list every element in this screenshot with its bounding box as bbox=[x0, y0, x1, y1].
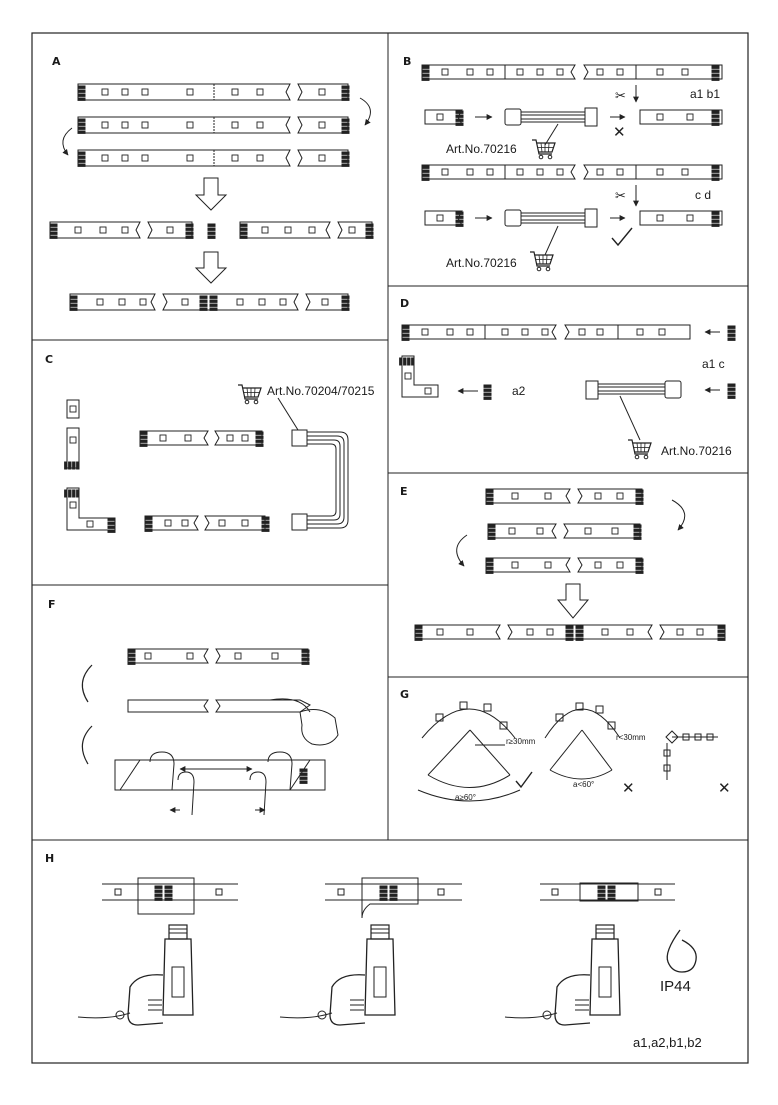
panel-f-drawing bbox=[82, 649, 338, 815]
panel-h-drawing bbox=[78, 878, 696, 1025]
panel-e-label: E bbox=[400, 485, 408, 498]
b-ref-a1b1: a1 b1 bbox=[690, 87, 721, 101]
h-refs: a1,a2,b1,b2 bbox=[633, 1035, 702, 1050]
panel-c-label: C bbox=[45, 353, 54, 366]
b-art-no-top: Art.No.70216 bbox=[446, 142, 517, 156]
d-art-no: Art.No.70216 bbox=[661, 444, 732, 458]
panel-d-drawing bbox=[400, 325, 735, 459]
svg-text:✕: ✕ bbox=[613, 123, 626, 141]
svg-text:✂: ✂ bbox=[615, 189, 626, 204]
panel-b-drawing bbox=[422, 65, 722, 271]
d-ref-a1c: a1 c bbox=[702, 357, 725, 371]
d-ref-a2: a2 bbox=[512, 384, 526, 398]
h-ip-rating: IP44 bbox=[660, 978, 691, 995]
g-radius-bad: r<30mm bbox=[616, 733, 646, 742]
panel-c-drawing bbox=[65, 385, 348, 532]
panel-a-label: A bbox=[52, 55, 61, 68]
panel-e-drawing bbox=[415, 489, 725, 640]
panel-b-label: B bbox=[403, 55, 412, 68]
panel-d-label: D bbox=[400, 297, 410, 310]
panel-a-drawing bbox=[50, 84, 373, 310]
c-art-no: Art.No.70204/70215 bbox=[267, 384, 375, 398]
g-angle-ok: a≥60° bbox=[455, 793, 476, 802]
svg-text:✕: ✕ bbox=[718, 779, 731, 797]
g-angle-bad: a<60° bbox=[573, 780, 595, 789]
panel-h-label: H bbox=[45, 852, 55, 865]
panel-g-label: G bbox=[400, 688, 410, 701]
panel-f-label: F bbox=[48, 598, 56, 611]
svg-text:✂: ✂ bbox=[615, 89, 626, 104]
b-art-no-bottom: Art.No.70216 bbox=[446, 256, 517, 270]
b-ref-cd: c d bbox=[695, 188, 712, 202]
svg-text:✕: ✕ bbox=[622, 779, 635, 797]
g-radius-ok: r≥30mm bbox=[506, 737, 536, 746]
